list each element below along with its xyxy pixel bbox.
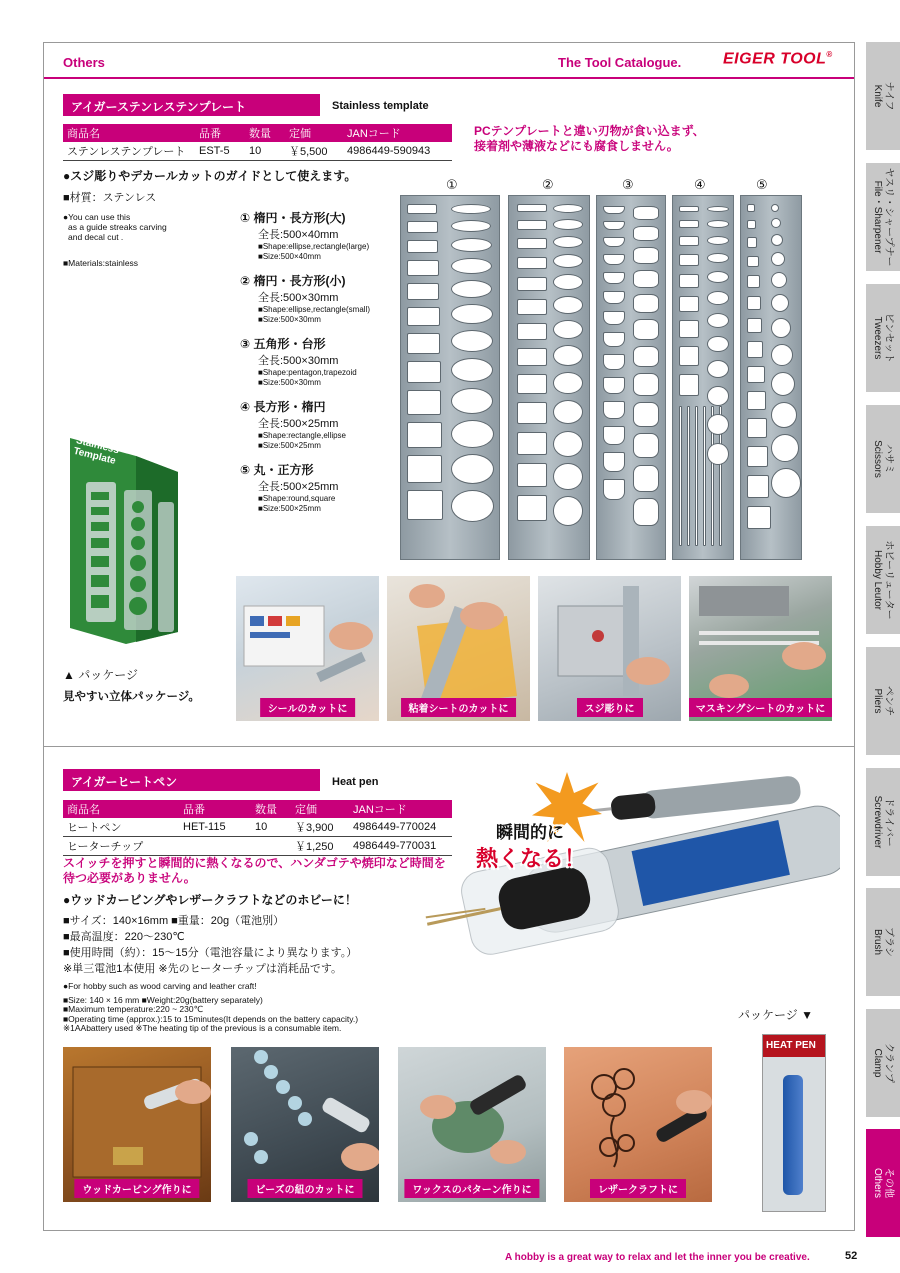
spec-en-line: ■Maximum temperature:220 ~ 230℃ [63, 1004, 204, 1014]
template-hole [771, 434, 799, 462]
stainless-template-1 [400, 195, 500, 560]
side-tab-label [872, 686, 894, 716]
template-number: ② [542, 177, 554, 192]
template-hole [407, 221, 438, 233]
package-box-text: Stainless Template [72, 435, 121, 467]
side-tab-label-jp: ピンセット [883, 313, 894, 363]
header-rule [44, 77, 854, 79]
item-en-size: ■Size:500×40mm [258, 252, 321, 261]
side-tab-label-en: File・Sharpener [872, 180, 883, 254]
item-en-size: ■Size:500×25mm [258, 504, 321, 513]
photo-caption: レザークラフトに [590, 1179, 686, 1198]
template-hole [603, 237, 625, 247]
side-tab-clamp[interactable] [866, 1009, 900, 1117]
template-hole [451, 330, 493, 352]
item-title: ⑤ 丸・正方形 [240, 463, 314, 477]
side-tab-others[interactable] [866, 1129, 900, 1237]
catalogue-title: The Tool Catalogue. [558, 55, 682, 70]
side-tab-label-jp: ハサミ [883, 443, 894, 474]
template-hole [633, 206, 659, 220]
template-hole [517, 204, 547, 212]
cell-name: ステンレステンプレート [63, 142, 195, 161]
side-tab-label-en: Pliers [872, 688, 883, 714]
item-en-size: ■Size:500×30mm [258, 315, 321, 324]
package-box-text: HEAT PEN [763, 1035, 825, 1057]
side-tab-label-jp: ブラシ [883, 927, 894, 957]
template-hole [771, 234, 783, 246]
template-hole [603, 479, 625, 500]
template-hole [407, 204, 437, 214]
template-number: ⑤ [756, 177, 768, 192]
template-hole [451, 490, 494, 522]
template-hole [747, 318, 762, 333]
side-tab-label-jp: ヤスリ・シャープナー [883, 167, 894, 267]
template-hole [407, 490, 443, 520]
side-tab-label-jp: ドライバー [883, 797, 894, 847]
cell-price: ￥5,500 [285, 142, 343, 161]
table-header-row [63, 124, 452, 142]
template-hole [553, 219, 583, 230]
template-hole [451, 420, 494, 448]
item-en-shape: ■Shape:rectangle,ellipse [258, 431, 346, 440]
template-hole [451, 204, 491, 214]
template-hole [517, 432, 547, 455]
item-en-size: ■Size:500×25mm [258, 441, 321, 450]
template-hole [407, 422, 442, 448]
side-tab-tweezers[interactable] [866, 284, 900, 392]
template-number: ④ [694, 177, 706, 192]
spec-line: ■最高温度：220〜230℃ [63, 931, 185, 943]
photo-caption: ウッドカービング作りに [74, 1179, 199, 1198]
template-hole [553, 236, 583, 248]
item-en-shape: ■Shape:round,square [258, 494, 336, 503]
side-tab-label-en: Tweezers [872, 316, 883, 360]
template-hole [679, 296, 699, 312]
eiger-tool-logo: EIGER TOOL® [723, 50, 833, 68]
template-section-title-en: Stainless template [332, 100, 429, 112]
template-hole [553, 463, 583, 491]
template-hole [747, 418, 767, 438]
side-tab-label [872, 1043, 894, 1083]
col-jan: JANコード [349, 800, 452, 818]
item-title: ③ 五角形・台形 [240, 337, 326, 351]
template-hole [553, 296, 583, 314]
col-price: 定価 [291, 800, 349, 818]
pop-text-2: 熱くなる！ [476, 846, 587, 871]
template-hole [771, 344, 793, 366]
template-hole [451, 358, 493, 382]
side-tab-hobby-leutor[interactable] [866, 526, 900, 634]
template-hole [707, 271, 729, 283]
cell-qty: 10 [251, 818, 291, 837]
template-hole [771, 402, 797, 428]
side-tab-screwdriver[interactable] [866, 768, 900, 876]
template-hole [603, 221, 625, 230]
template-hole [707, 313, 729, 328]
side-tab-label-jp: ナイフ [883, 81, 894, 111]
template-hole [747, 275, 760, 288]
template-hole [747, 506, 771, 530]
template-hole [553, 400, 583, 424]
photo-caption: マスキングシートのカットに [689, 698, 832, 717]
template-hole [633, 498, 659, 526]
template-hole [451, 258, 492, 274]
template-hole [553, 204, 583, 213]
template-hole [707, 253, 729, 264]
template-hole [707, 220, 729, 228]
template-hole [707, 414, 729, 435]
template-hole [771, 294, 789, 312]
side-tab-label-jp: ペンチ [883, 686, 894, 716]
photo-masking-sheet-cut [689, 576, 832, 721]
template-hole [679, 254, 699, 266]
template-hole [517, 463, 547, 488]
template-hole [517, 495, 547, 521]
logo-text: EIGER TOOL [723, 50, 827, 68]
spec-line: ※単三電池1本使用 ※先のヒーターチップは消耗品です。 [63, 963, 342, 975]
spec-en-line: ■Operating time (approx.):15 to 15minutes(It depends on the battery capacity.) [63, 1013, 359, 1024]
template-hole [517, 323, 547, 340]
item-size: 全長:500×30mm [258, 292, 339, 304]
item-size: 全長:500×40mm [258, 229, 339, 241]
stainless-template-5 [740, 195, 802, 560]
template-hole [603, 272, 625, 284]
side-tab-label-en: Screwdriver [872, 795, 883, 849]
template-hole [517, 257, 547, 270]
template-hole [603, 354, 625, 370]
template-hole [603, 426, 625, 445]
template-hole [747, 366, 765, 384]
template-hole [517, 374, 547, 394]
side-tab-scissors[interactable] [866, 405, 900, 513]
side-tab-file-sharpener[interactable] [866, 163, 900, 271]
template-hole [517, 348, 547, 367]
section-divider [44, 746, 854, 747]
side-tab-label [872, 927, 894, 957]
spec-en-line: ●For hobby such as wood carving and leather craft! [63, 981, 257, 991]
template-hole [707, 206, 729, 212]
template-hole [553, 254, 583, 268]
template-hole [707, 386, 729, 406]
template-hole [553, 345, 583, 366]
cell-jan: 4986449-770024 [349, 818, 452, 837]
template-hole [707, 443, 729, 466]
stainless-template-3 [596, 195, 666, 560]
col-price: 定価 [285, 124, 343, 142]
template-hole [707, 360, 729, 378]
template-hole [517, 402, 547, 424]
template-hole [603, 401, 625, 419]
template-hole [451, 220, 491, 232]
cell-jan: 4986449-770031 [349, 837, 452, 856]
en-line: ●You can use this [63, 212, 131, 222]
pen-logo: EIGER TOOL [640, 906, 779, 959]
template-hole [695, 406, 698, 546]
template-hole [707, 336, 729, 353]
side-tab-label-en: Scissors [872, 440, 883, 478]
photo-caption: ワックスのパターン作りに [404, 1179, 539, 1198]
note-line: スイッチを押すと瞬間的に熱くなるので、ハンダゴテや焼印など時間を [63, 856, 446, 870]
template-pink-note [474, 124, 705, 154]
template-hole [451, 388, 493, 414]
template-bullet: ●スジ彫りやデカールカットのガイドとして使えます。 [63, 169, 357, 183]
template-hole [771, 468, 801, 498]
note-line: PCテンプレートと違い刃物が食い込まず、 [474, 124, 705, 138]
photo-leather-craft [564, 1047, 712, 1202]
template-number: ③ [622, 177, 634, 192]
side-tab-label-en: Brush [872, 928, 883, 956]
stainless-template-4 [672, 195, 734, 560]
template-hole [603, 254, 625, 265]
spec-en-line: ■Size: 140 × 16 mm ■Weight:20g(battery separately) [63, 994, 263, 1005]
photo-bead-string-cut [231, 1047, 379, 1202]
template-en-text [63, 212, 167, 268]
side-tab-knife[interactable] [866, 42, 900, 150]
item-title: ② 楕円・長方形(小) [240, 274, 346, 288]
heatpen-package-image [762, 1034, 826, 1212]
template-hole [679, 274, 699, 288]
template-hole [407, 390, 441, 414]
cell-code [179, 837, 251, 856]
template-hole [517, 238, 547, 249]
side-tab-label-jp: クランプ [883, 1043, 894, 1083]
template-hole [407, 283, 439, 300]
cell-code: EST-5 [195, 142, 245, 161]
template-section-title: アイガーステンレステンプレート [63, 94, 320, 116]
side-tab-pliers[interactable] [866, 647, 900, 755]
photo-adhesive-sheet-cut [387, 576, 530, 721]
cell-qty [251, 837, 291, 856]
en-spacer [63, 242, 167, 258]
template-material: ■材質：ステンレス [63, 192, 157, 204]
template-hole [603, 452, 625, 472]
item-size: 全長:500×25mm [258, 418, 339, 430]
heat-pen-illustration [380, 770, 840, 1000]
template-hole [771, 318, 791, 338]
en-line: ■Materials:stainless [63, 258, 139, 268]
template-package-note: 見やすい立体パッケージ。 [63, 691, 200, 703]
template-hole [771, 252, 785, 266]
template-hole [633, 319, 659, 340]
template-hole [747, 256, 759, 268]
template-hole [633, 373, 659, 396]
pop-text-1: 瞬間的に [496, 823, 564, 842]
template-hole [679, 320, 699, 338]
template-hole [633, 346, 659, 368]
page-number: 52 [845, 1250, 858, 1262]
cell-jan: 4986449-590943 [343, 142, 452, 161]
template-hole [553, 496, 583, 525]
side-tab-brush[interactable] [866, 888, 900, 996]
template-hole [517, 277, 547, 291]
footer-slogan: A hobby is a great way to relax and let the inner you be creative. [505, 1252, 810, 1263]
item-en-shape: ■Shape:ellipse,rectangle(small) [258, 305, 370, 314]
template-hole [747, 237, 757, 247]
template-package-label: ▲ パッケージ [63, 668, 138, 682]
template-hole [451, 238, 492, 252]
photo-caption: スジ彫りに [577, 698, 643, 717]
template-hole [633, 402, 659, 426]
template-package-image [66, 432, 186, 652]
side-tab-label-en: Hobby Leutor [872, 549, 883, 611]
photo-scribing [538, 576, 681, 721]
item-title: ④ 長方形・楕円 [240, 400, 326, 414]
stainless-template-2 [508, 195, 590, 560]
template-hole [407, 307, 440, 326]
template-hole [553, 320, 583, 339]
heatpen-specs-jp [63, 913, 357, 977]
template-hole [633, 465, 659, 492]
package-pen [783, 1075, 803, 1195]
side-tab-label [872, 167, 894, 266]
heatpen-bullet: ●ウッドカービングやレザークラフトなどのホビーに！ [63, 893, 357, 907]
template-hole [603, 206, 625, 214]
template-hole [451, 454, 494, 484]
template-hole [771, 204, 779, 212]
photo-caption: シールのカットに [260, 698, 356, 717]
section-label: Others [63, 55, 105, 70]
template-hole [771, 372, 795, 396]
photo-wax-pattern [398, 1047, 546, 1202]
side-tab-label [872, 313, 894, 363]
template-hole [679, 374, 699, 396]
side-tab-label [872, 1168, 894, 1198]
template-hole [407, 260, 439, 275]
spec-line: ■使用時間（約）：15〜15分（電池容量により異なります。） [63, 947, 358, 959]
item-title: ① 楕円・長方形(大) [240, 211, 346, 225]
item-size: 全長:500×30mm [258, 355, 339, 367]
photo-wood-carving [63, 1047, 211, 1202]
template-hole [407, 455, 442, 483]
side-tab-label [872, 440, 894, 478]
col-code: 品番 [179, 800, 251, 818]
template-hole [553, 274, 583, 290]
col-qty: 数量 [245, 124, 285, 142]
spec-line: ■サイズ：140×16mm ■重量：20g（電池別） [63, 915, 285, 927]
cell-qty: 10 [245, 142, 285, 161]
side-tab-label-en: Others [872, 1167, 883, 1199]
heat-pen-image [380, 770, 840, 1000]
template-hole [407, 333, 440, 354]
note-line: 接着剤や薄液などにも腐食しません。 [474, 139, 679, 153]
heatpen-section-title-en: Heat pen [332, 776, 379, 788]
template-hole [553, 372, 583, 395]
template-hole [747, 296, 761, 310]
col-code: 品番 [195, 124, 245, 142]
photo-caption: 粘着シートのカットに [401, 698, 517, 717]
template-hole [451, 280, 492, 298]
template-hole [687, 406, 690, 546]
template-hole [603, 291, 625, 304]
template-hole [603, 311, 625, 325]
item-size: 全長:500×25mm [258, 481, 339, 493]
template-hole [747, 391, 766, 410]
template-hole [707, 291, 729, 305]
photo-seal-cut [236, 576, 379, 721]
cell-code: HET-115 [179, 818, 251, 837]
template-number: ① [446, 177, 458, 192]
template-hole [747, 475, 769, 497]
template-hole [707, 236, 729, 245]
template-spec-table [63, 124, 452, 161]
en-line: as a guide streaks carving [68, 222, 167, 232]
template-hole [679, 220, 699, 228]
note-line: 待つ必要がありません。 [63, 871, 196, 885]
template-hole [603, 332, 625, 347]
heatpen-package-label: パッケージ ▼ [738, 1008, 813, 1022]
en-line: and decal cut . [68, 232, 124, 242]
template-hole [633, 247, 659, 264]
cell-name: ヒートペン [63, 818, 179, 837]
item-en-shape: ■Shape:pentagon,trapezoid [258, 368, 357, 377]
side-tab-label [872, 540, 894, 619]
table-row [63, 142, 452, 161]
template-hole [633, 294, 659, 313]
template-hole [517, 220, 547, 230]
template-hole [407, 240, 438, 254]
template-hole [603, 377, 625, 394]
template-hole [747, 446, 768, 467]
photo-caption: ビーズの紐のカットに [248, 1179, 363, 1198]
heatpen-specs-en [63, 982, 358, 1034]
template-hole [553, 431, 583, 457]
template-hole [771, 272, 787, 288]
template-hole [679, 206, 699, 212]
template-hole [747, 220, 756, 229]
cell-name: ヒーターチップ [63, 837, 179, 856]
spec-en-line: ※1AAbattery used ※The heating tip of the previous is a consumable item. [63, 1023, 342, 1033]
template-hole [451, 304, 493, 324]
side-tab-label-en: Knife [872, 84, 883, 108]
col-jan: JANコード [343, 124, 452, 142]
item-en-shape: ■Shape:ellipse,rectangle(large) [258, 242, 370, 251]
template-hole [679, 236, 699, 246]
template-hole [679, 346, 699, 366]
heatpen-section-title: アイガーヒートペン [63, 769, 320, 791]
cell-price: ￥3,900 [291, 818, 349, 837]
col-name: 商品名 [63, 800, 179, 818]
template-hole [703, 406, 706, 546]
item-en-size: ■Size:500×30mm [258, 378, 321, 387]
template-hole [771, 218, 781, 228]
side-tab-label-jp: その他 [883, 1167, 894, 1198]
col-name: 商品名 [63, 124, 195, 142]
template-hole [679, 406, 682, 546]
template-hole [633, 433, 659, 459]
template-hole [633, 270, 659, 288]
side-tab-label [872, 82, 894, 111]
template-hole [747, 341, 763, 357]
side-tab-label [872, 796, 894, 849]
col-qty: 数量 [251, 800, 291, 818]
template-hole [517, 299, 547, 315]
side-tab-label-en: Clamp [872, 1048, 883, 1078]
cell-price: ￥1,250 [291, 837, 349, 856]
template-hole [747, 204, 755, 212]
template-hole [407, 361, 441, 384]
side-tab-label-jp: ホビーリューター [883, 540, 894, 620]
template-hole [633, 226, 659, 241]
